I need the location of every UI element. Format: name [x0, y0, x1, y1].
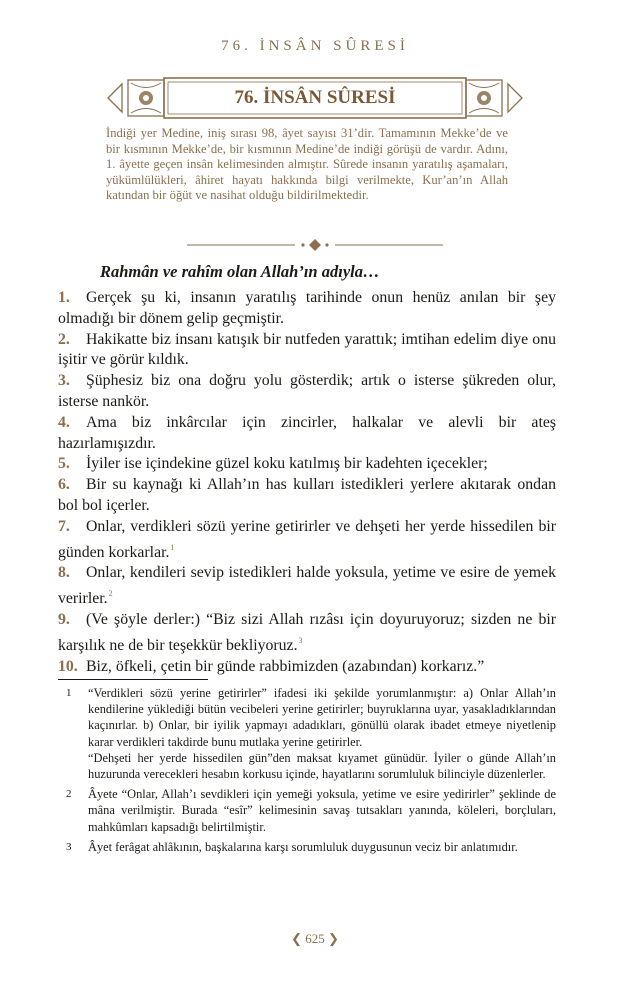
verse	[58, 657, 556, 678]
footnote-text: “Dehşeti her yerde hissedilen gün”den maksat kıyamet günüdür. İyiler o günde Allah’ın huzurunda verecekleri hesabın korkusu içinde, hayatlarını sorumluluk bilinciyle düzenlerler.	[88, 750, 556, 782]
footnote-text: Âyete “Onlar, Allah’ı sevdikleri için yemeği yoksula, yetime ve esire yedirirler” şeklinde de mâna verilmiştir. Burada “esîr” kelimesinin savaş tutsakları yanında, köleleri, borçluları, mahkûmları kapsadığı belirtilmiştir.	[88, 787, 556, 834]
verse-number: 8.	[58, 564, 70, 582]
verse-number: 5.	[58, 455, 70, 473]
verse-text: Gerçek şu ki, insanın yaratılış tarihinde onun henüz anılan bir şey olmadığı bir dönem gelip geçmiştir.	[58, 289, 556, 327]
running-head: 76. İNSÂN SÛRESİ	[221, 38, 409, 54]
verse-text: Hakikatte biz insanı katışık bir nutfeden yarattık; imtihan edelim diye onu işitir ve görür kıldık.	[58, 330, 556, 369]
verse-number: 4.	[58, 413, 70, 431]
page-number-value: 625	[305, 931, 325, 946]
verse-number: 6.	[58, 476, 70, 494]
verse-text: Onlar, verdikleri sözü yerine getirirler ve dehşeti her yerde hissedilen bir günden korkarlar.	[58, 517, 556, 561]
verse-text: Biz, öfkeli, çetin bir günde rabbimizden (azabından) korkarız.”	[86, 657, 485, 675]
footnote-text: “Verdikleri sözü yerine getirirler” ifadesi iki şekilde yorumlanmıştır: a) Onlar Allah’ın kendilerine yüklediği bütün vecibeleri yerine getirirler; buyruklarına uyar, yasakladıklarından kaçınırlar. b) Onlar, bir iyilik yapmayı adadıkları, gönüllü olarak ibadet etmeye niyetlenip karar verdikleri takdirde bunu mutlaka yerine getirirler.	[88, 686, 556, 749]
verse-number: 3.	[58, 372, 70, 390]
footnote-marker[interactable]: 3	[298, 635, 303, 645]
verse	[58, 454, 556, 475]
verse-text: Onlar, kendileri sevip istedikleri halde yoksula, yetime ve esire de yemek verirler.	[58, 564, 556, 608]
footnote-number: 2	[66, 788, 72, 801]
ornament-divider	[187, 238, 443, 252]
footnote-number: 1	[66, 687, 72, 699]
verse	[58, 330, 556, 372]
verse	[58, 563, 556, 610]
verse	[58, 610, 556, 657]
footnote	[58, 786, 556, 835]
footnote-number: 3	[66, 840, 72, 853]
footnote	[58, 685, 556, 782]
ornament-right-icon: ❯	[324, 931, 339, 946]
verse	[58, 413, 556, 455]
footnote-list	[58, 685, 556, 859]
verse-text: Şüphesiz biz ona doğru yolu gösterdik; artık o isterse şükreden olur, isterse nankör.	[58, 372, 556, 410]
verse-number: 1.	[58, 289, 70, 306]
chapter-intro: İndiği yer Medine, iniş sırası 98, âyet sayısı 31’dir. Tamamının Mekke’de ve bir kısmının Mekke’de, bir kısmının Medine’de indiği görüşü de vardır. Adını, 1. âyette geçen insân kelimesinden almıştır. Sûrede insanın yaratılış aşamaları, yükümlülükleri, âhiret hayatı hakkında bilgi verilmekte, Kur’an’ın Allah katından bir öğüt ve nasihat olduğu bildirilmektedir.	[106, 126, 508, 203]
chapter-title: 76. İNSÂN SÛRESİ	[234, 87, 396, 108]
verse-number: 10.	[58, 657, 78, 675]
ornament-left-icon: ❮	[291, 931, 306, 946]
footnote-text: Âyet ferâgat ahlâkının, başkalarına karşı sorumluluk duygusunun veciz bir anlatımıdır.	[88, 839, 518, 854]
verse	[58, 475, 556, 517]
basmala: Rahmân ve rahîm olan Allah’ın adıyla…	[100, 262, 380, 281]
verse	[58, 517, 556, 564]
verse-number: 7.	[58, 517, 70, 535]
verse-list	[58, 288, 556, 677]
verse-text: Bir su kaynağı ki Allah’ın has kulları istedikleri yerlere akıtarak ondan bol bol içerler.	[58, 476, 556, 514]
verse-number: 9.	[58, 610, 70, 628]
footnote-marker[interactable]: 2	[108, 589, 113, 599]
verse-text: (Ve şöyle derler:) “Biz sizi Allah rızâsı için doyuruyoruz; sizden ne bir karşılık ne de bir teşekkür bekliyoruz.	[58, 610, 556, 654]
footnote	[58, 839, 556, 855]
footnote-marker[interactable]: 1	[170, 542, 175, 552]
chapter-title-banner	[104, 76, 526, 120]
verse-text: İyiler ise içindekine güzel koku katılmış bir kadehten içecekler;	[86, 455, 488, 473]
verse	[58, 288, 556, 330]
verse-number: 2.	[58, 330, 70, 348]
verse	[58, 371, 556, 413]
footnote-separator	[58, 679, 208, 680]
verse-text: Ama biz inkârcılar için zincirler, halkalar ve alevli bir ateş hazırlamışızdır.	[58, 413, 556, 452]
page-number	[0, 931, 630, 947]
